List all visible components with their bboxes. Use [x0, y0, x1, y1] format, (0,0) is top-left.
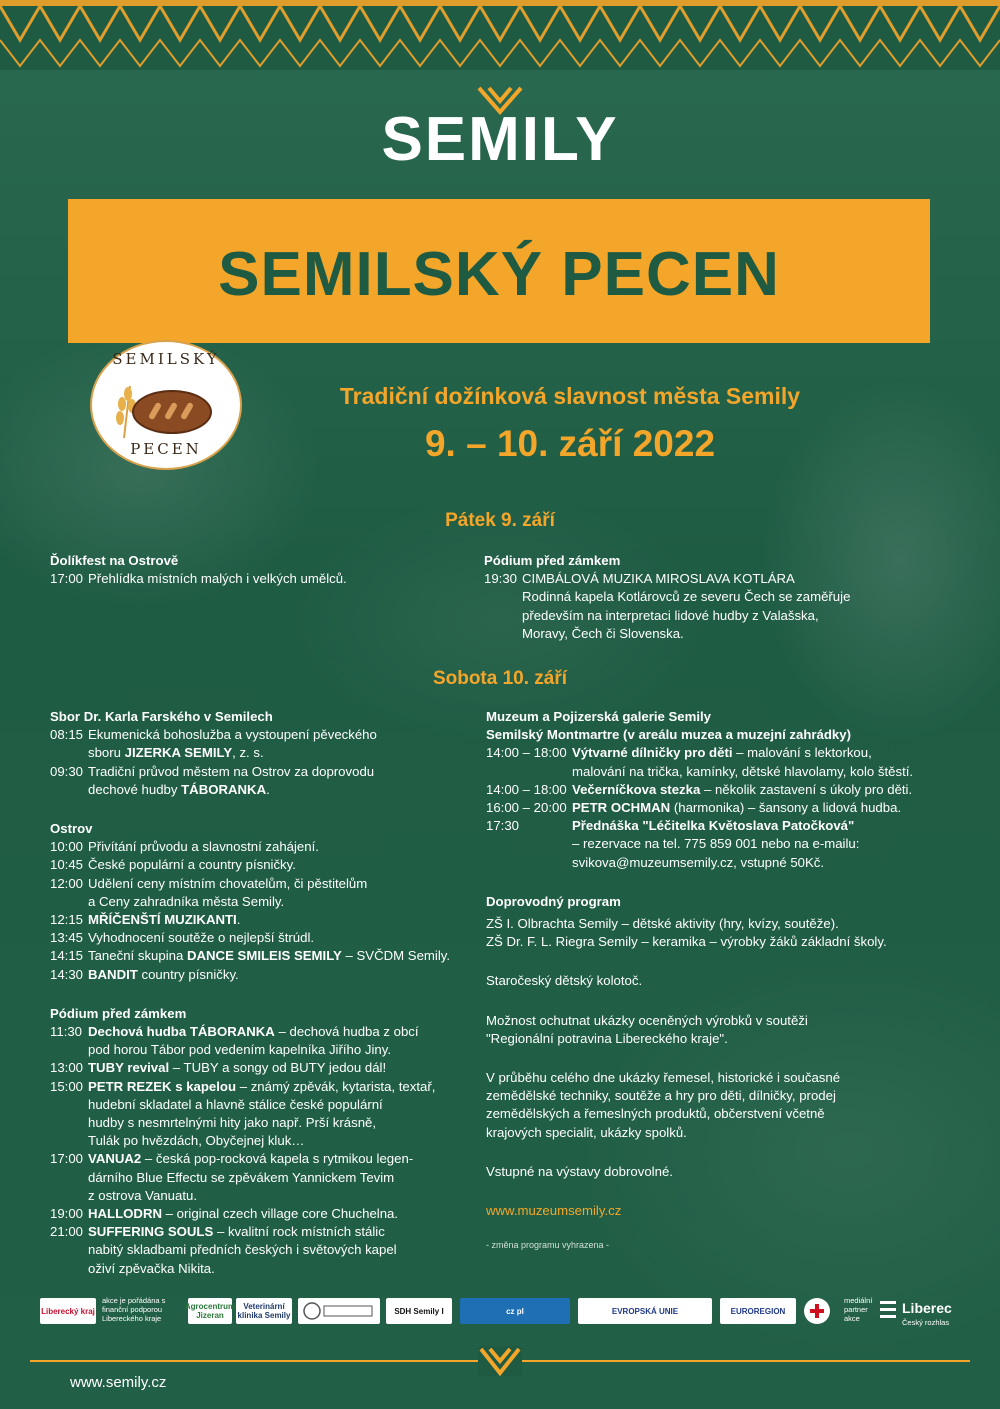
footer-v-icon — [478, 1346, 522, 1376]
sdh-semily-logo: SDH Semily I — [386, 1298, 452, 1324]
schedule-row: 16:00 – 20:00 PETR OCHMAN (harmonika) – šansony a lidová hudba. — [486, 800, 902, 816]
schedule-row: 10:00 Přivítání průvodu a slavnostní zahájení. — [50, 839, 319, 855]
red-cross-icon — [809, 1303, 825, 1319]
podium-saturday-heading: Pódium před zámkem — [50, 1005, 187, 1021]
friday-left-block — [50, 552, 470, 588]
page-title: SEMILSKÝ PECEN — [218, 240, 780, 309]
ostrov-schedule — [50, 838, 480, 984]
red-cross-logo — [804, 1298, 830, 1324]
museum-heading: Muzeum a Pojizerská galerie Semily — [486, 709, 712, 724]
czpl-logo: cz pl — [460, 1298, 570, 1324]
eu-logo: EVROPSKÁ UNIE — [578, 1298, 712, 1324]
schedule-row: 14:30 BANDIT country písničky. — [50, 966, 239, 982]
schedule-row: 17:00 VANUA2 – česká pop-rocková kapela s rytmikou legen- — [50, 1151, 414, 1167]
schedule-row: 11:30 Dechová hudba TÁBORANKA – dechová hudba z obcí — [50, 1024, 419, 1040]
agrocentrum-logo: Agrocentrum Jizeran — [188, 1298, 232, 1324]
museum-website-link[interactable]: www.muzeumsemily.cz — [486, 1203, 622, 1219]
friday-heading: Pátek 9. září — [445, 510, 555, 531]
sponsor-strip — [38, 1294, 968, 1330]
pecen-badge — [90, 340, 242, 470]
media-partner-text: mediální partner akce — [844, 1296, 873, 1323]
program-change-note: - změna programu vyhrazena - — [486, 1240, 610, 1251]
saturday-left-column: Sbor Dr. Karla Farského v Semilech 08:15 Ekumenická bohoslužba a vystoupení pěveckého sboru JIZERKA SEMILY, z. s. 09:30 Tradiční průvod městem na Ostrov za doprovodu dechové hudby TÁBORANKA. Ostrov 10:00 Přivítání průvodu a slavnostní zahájení. 10:45 České populární a country písničky. 12:00 Udělení ceny místním chovatelům, či pěstitelům a Ceny zahradníka města Semily. 12:15 MŘÍČENŠTÍ MUZIKANTI. 13:45 Vyhodnocení soutěže o nejlepší štrúdl. 14:15 Taneční skupina DANCE SMILEIS SEMILY – SVČDM Semily. 14:30 BANDIT country písničky. Pódium před zámkem 11:30 Dechová hudba TÁBORANKA – dechová hudba z obcí pod horou Tábor pod vedením kapelníka Jiřího Jiny. 13:00 TUBY revival – TUBY a songy od BUTY jedou dál! 15:00 PETR REZEK s kapelou – známý zpěvák, kytarista, textař, hudební skladatel a hlavně stálice české populární hudby s nesmrtelnými hity jako např. Prší krásně, Tulák po hvězdách, Obyčejnej kluk… 17:00 VANUA2 – česká pop-rocková kapela s rytmikou legen- dárního Blue Effectu se zpěvákem Yannickem Tevim z ostrova Vanuatu. 19:00 HALLODRN – original czech village core Chuchelna. 21:00 SUFFERING SOULS – kvalitní rock místních stálic nabitý skladbami předních českých i světových kapel oživí zpěvačka Nikita. — [50, 708, 480, 1278]
montmartre-heading: Semilský Montmartre (v areálu muzea a muzejní zahrádky) — [486, 727, 851, 743]
schedule-row: 12:15 MŘÍČENŠTÍ MUZIKANTI. — [50, 912, 241, 928]
friday-right-block: Pódium před zámkem 19:30 CIMBÁLOVÁ MUZIKA MIROSLAVA KOTLÁRA Rodinná kapela Kotlárovců ze severu Čech se zaměřuje především na interpretaci lidové hudby z Valašska, Moravy, Čech či Slovenska. — [484, 552, 924, 643]
schedule-row: 14:00 – 18:00 Večerníčkova stezka – několik zastavení s úkoly pro děti. — [486, 781, 913, 797]
bread-icon — [132, 390, 212, 434]
program-heading: Doprovodný program — [486, 893, 621, 909]
badge-bottom-text: PECEN — [130, 440, 202, 458]
schedule-row: 17:00 Přehlídka místních malých i velkých umělců. — [50, 571, 347, 587]
schedule-row: 08:15 Ekumenická bohoslužba a vystoupení pěveckého — [50, 727, 377, 743]
church-heading: Sbor Dr. Karla Farského v Semilech — [50, 709, 273, 724]
stamp-icon — [302, 1301, 376, 1321]
schedule-row: a Ceny zahradníka města Semily. — [88, 893, 285, 909]
folk-pattern-border — [0, 0, 1000, 70]
liberec-radio-name: Liberec — [902, 1300, 952, 1316]
schedule-row: 19:00 HALLODRN – original czech village core Chuchelna. — [50, 1206, 399, 1222]
support-text: akce je pořádána s finanční podporou Libereckého kraje — [102, 1296, 166, 1323]
podium-schedule: 11:30 Dechová hudba TÁBORANKA – dechová hudba z obcí pod horou Tábor pod vedením kapelníka Jiřího Jiny. 13:00 TUBY revival – TUBY a songy od BUTY jedou dál! 15:00 PETR REZEK s kapelou – známý zpěvák, kytarista, textař, hudební skladatel a hlavně stálice české populární hudby s nesmrtelnými hity jako např. Prší krásně, Tulák po hvězdách, Obyčejnej kluk… 17:00 VANUA2 – česká pop-rocková kapela s rytmikou legen- dárního Blue Effectu se zpěvákem Yannickem Tevim z ostrova Vanuatu. 19:00 HALLODRN – original czech village core Chuchelna. 21:00 SUFFERING SOULS – kvalitní rock místních stálic nabitý skladbami předních českých i světových kapel oživí zpěvačka Nikita. — [50, 1023, 480, 1278]
schedule-row: 13:00 TUBY revival – TUBY a songy od BUTY jedou dál! — [50, 1060, 387, 1076]
schedule-row: 17:30 Přednáška "Léčitelka Květoslava Patočková" — [486, 818, 855, 834]
footer-website-link[interactable]: www.semily.cz — [70, 1374, 167, 1391]
festival-date: 9. – 10. září 2022 — [424, 423, 716, 464]
liberecky-kraj-logo: Liberecký kraj — [40, 1298, 96, 1324]
semily-logo — [0, 86, 1000, 175]
schedule-row: 19:30 CIMBÁLOVÁ MUZIKA MIROSLAVA KOTLÁRA — [484, 571, 795, 587]
schedule-row: 21:00 SUFFERING SOULS – kvalitní rock místních stálic — [50, 1224, 385, 1240]
festival-subtitle: Tradiční dožínková slavnost města Semily — [339, 383, 801, 409]
cesky-rozhlas-text: Český rozhlas — [902, 1318, 950, 1327]
euroregion-logo: EUROREGION — [720, 1298, 796, 1324]
schedule-row: 14:15 Taneční skupina DANCE SMILEIS SEMILY – SVČDM Semily. — [50, 948, 451, 964]
schedule-row: 15:00 PETR REZEK s kapelou – známý zpěvák, kytarista, textař, — [50, 1078, 436, 1094]
schedule-row: 09:30 Tradiční průvod městem na Ostrov za doprovodu — [50, 763, 375, 779]
rozhlas-icon — [878, 1298, 898, 1322]
semily-logo-text: SEMILY — [381, 105, 619, 174]
schedule-row: 10:45 České populární a country písničky. — [50, 857, 296, 873]
partner-stamp-logo — [298, 1298, 380, 1324]
dolikfest-heading: Ďolíkfest na Ostrově — [50, 553, 179, 568]
saturday-heading: Sobota 10. září — [432, 668, 568, 689]
podium-friday-heading: Pódium před zámkem — [484, 553, 621, 568]
semily-v-icon — [477, 86, 523, 116]
ostrov-heading: Ostrov — [50, 821, 93, 837]
saturday-right-column: Muzeum a Pojizerská galerie Semily Semilský Montmartre (v areálu muzea a muzejní zahrádky) 14:00 – 18:00 Výtvarné dílničky pro děti – malování s lektorkou, malování na trička, kamínky, dětské hlavolamy, kolo štěstí. 14:00 – 18:00 Večerníčkova stezka – několik zastavení s úkoly pro děti. 16:00 – 20:00 PETR OCHMAN (harmonika) – šansony a lidová hudba. 17:30 Přednáška "Léčitelka Květoslava Patočková" – rezervace na tel. 775 859 001 nebo na e-mailu: svikova@muzeumsemily.cz, vstupné 50Kč. Doprovodný program ZŠ I. Olbrachta Semily – dětské aktivity (hry, kvízy, soutěže). ZŠ Dr. F. L. Riegra Semily – keramika – výrobky žáků základní školy. Staročeský dětský kolotoč. Možnost ochutnat ukázky oceněných výrobků v soutěži "Regionální potravina Libereckého kraje". V průběhu celého dne ukázky řemesel, historické i současné zemědělské techniky, soutěže a hry pro děti, dílničky, prodej zemědělských a řemeslných produktů, občerstvení včetně krajových specialit, ukázky spolků. Vstupné na výstavy dobrovolné. www.muzeumsemily.cz - změna programu vyhrazena - — [486, 708, 956, 1254]
schedule-row: 13:45 Vyhodnocení soutěže o nejlepší štrúdl. — [50, 930, 315, 946]
schedule-row: 12:00 Udělení ceny místním chovatelům, či pěstitelům — [50, 875, 368, 891]
schedule-row: 14:00 – 18:00 Výtvarné dílničky pro děti – malování s lektorkou, — [486, 745, 872, 761]
veterinarni-klinika-logo: Veterinární klinika Semily — [236, 1298, 292, 1324]
title-banner — [68, 199, 930, 343]
badge-top-text: SEMILSKÝ — [112, 350, 220, 368]
